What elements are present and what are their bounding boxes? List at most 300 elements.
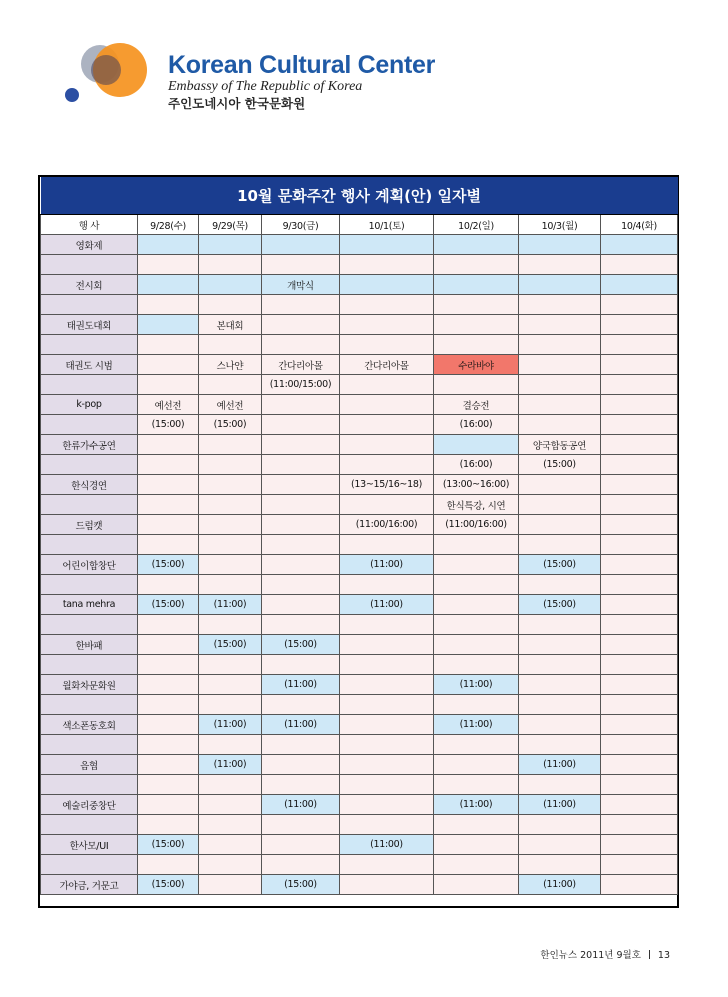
schedule-cell <box>199 875 262 895</box>
table-row <box>41 775 678 795</box>
schedule-cell <box>519 275 601 295</box>
schedule-cell <box>601 615 678 635</box>
schedule-cell <box>601 835 678 855</box>
schedule-cell <box>601 775 678 795</box>
schedule-cell <box>199 615 262 635</box>
schedule-cell <box>199 655 262 675</box>
schedule-cell <box>199 515 262 535</box>
event-name-cell: 한사모/UI <box>41 835 138 855</box>
schedule-cell <box>340 735 434 755</box>
schedule-cell <box>262 535 340 555</box>
schedule-cell: 스나얀 <box>199 355 262 375</box>
schedule-cell <box>519 235 601 255</box>
org-korean-name: 주인도네시아 한국문화원 <box>168 96 306 111</box>
table-row <box>41 755 678 775</box>
org-subtitle: Embassy of The Republic of Korea <box>168 79 363 94</box>
schedule-cell <box>340 855 434 875</box>
schedule-cell <box>519 415 601 435</box>
schedule-cell <box>601 335 678 355</box>
schedule-cell <box>262 475 340 495</box>
schedule-cell <box>340 235 434 255</box>
schedule-cell <box>340 695 434 715</box>
schedule-cell <box>340 275 434 295</box>
schedule-cell <box>199 775 262 795</box>
table-row <box>41 395 678 415</box>
schedule-cell: (11:00/16:00) <box>434 515 519 535</box>
schedule-cell <box>138 635 199 655</box>
schedule-cell <box>262 435 340 455</box>
table-row <box>41 335 678 355</box>
schedule-cell: (11:00/16:00) <box>340 515 434 535</box>
schedule-cell <box>601 455 678 475</box>
schedule-cell <box>601 415 678 435</box>
schedule-cell <box>519 615 601 635</box>
schedule-cell <box>138 235 199 255</box>
schedule-cell <box>138 815 199 835</box>
schedule-cell <box>601 815 678 835</box>
schedule-cell <box>340 655 434 675</box>
schedule-cell <box>199 475 262 495</box>
schedule-cell <box>601 255 678 275</box>
schedule-cell <box>138 315 199 335</box>
schedule-cell: (11:00) <box>340 835 434 855</box>
schedule-cell: (11:00) <box>262 715 340 735</box>
event-name-spacer <box>41 575 138 595</box>
table-row <box>41 795 678 815</box>
schedule-cell <box>262 855 340 875</box>
schedule-cell: (16:00) <box>434 415 519 435</box>
event-name-spacer <box>41 455 138 475</box>
schedule-cell <box>340 815 434 835</box>
schedule-cell <box>138 335 199 355</box>
event-name-cell: 가야금, 거문고 <box>41 875 138 895</box>
event-name-cell: 월화차문화원 <box>41 675 138 695</box>
schedule-cell <box>138 455 199 475</box>
schedule-cell <box>138 515 199 535</box>
table-row <box>41 535 678 555</box>
schedule-cell <box>138 735 199 755</box>
schedule-cell <box>434 275 519 295</box>
schedule-cell <box>340 575 434 595</box>
table-row <box>41 435 678 455</box>
org-name: Korean Cultural Center <box>168 51 436 79</box>
schedule-cell <box>601 635 678 655</box>
schedule-cell: (11:00) <box>340 595 434 615</box>
schedule-cell <box>138 675 199 695</box>
event-name-spacer <box>41 255 138 275</box>
schedule-cell <box>340 415 434 435</box>
event-name-spacer <box>41 775 138 795</box>
table-row <box>41 315 678 335</box>
schedule-cell <box>138 355 199 375</box>
schedule-cell <box>262 835 340 855</box>
schedule-cell <box>601 675 678 695</box>
schedule-cell <box>601 235 678 255</box>
schedule-cell <box>601 535 678 555</box>
schedule-cell <box>262 755 340 775</box>
schedule-cell: (11:00) <box>434 675 519 695</box>
table-row <box>41 815 678 835</box>
schedule-cell: 한식특강, 시연 <box>434 495 519 515</box>
schedule-cell: (15:00) <box>262 875 340 895</box>
schedule-cell <box>199 675 262 695</box>
schedule-cell <box>601 395 678 415</box>
schedule-cell <box>519 515 601 535</box>
schedule-cell: 개막식 <box>262 275 340 295</box>
schedule-cell <box>434 535 519 555</box>
schedule-cell <box>199 335 262 355</box>
schedule-cell <box>262 235 340 255</box>
schedule-cell <box>262 615 340 635</box>
schedule-cell <box>138 275 199 295</box>
schedule-cell: (11:00) <box>434 795 519 815</box>
schedule-cell <box>601 475 678 495</box>
table-row <box>41 655 678 675</box>
schedule-cell <box>340 675 434 695</box>
schedule-cell <box>262 315 340 335</box>
table-row <box>41 675 678 695</box>
schedule-cell: 예선전 <box>138 395 199 415</box>
schedule-cell <box>601 655 678 675</box>
schedule-cell <box>519 255 601 275</box>
schedule-cell <box>519 395 601 415</box>
schedule-cell <box>262 595 340 615</box>
schedule-cell <box>340 535 434 555</box>
schedule-cell <box>519 535 601 555</box>
schedule-cell <box>519 695 601 715</box>
schedule-cell: (11:00) <box>340 555 434 575</box>
schedule-cell <box>519 855 601 875</box>
schedule-cell <box>340 495 434 515</box>
schedule-cell <box>434 695 519 715</box>
table-row <box>41 695 678 715</box>
schedule-cell <box>519 355 601 375</box>
schedule-cell <box>340 635 434 655</box>
table-row <box>41 615 678 635</box>
schedule-cell <box>262 695 340 715</box>
schedule-cell: (15:00) <box>262 635 340 655</box>
schedule-cell <box>199 795 262 815</box>
schedule-cell <box>519 655 601 675</box>
schedule-cell: 결승전 <box>434 395 519 415</box>
table-row <box>41 875 678 895</box>
column-header: 9/30(금) <box>262 215 340 235</box>
schedule-cell <box>601 755 678 775</box>
event-name-spacer <box>41 335 138 355</box>
schedule-cell <box>262 775 340 795</box>
schedule-cell <box>434 435 519 455</box>
schedule-cell: 예선전 <box>199 395 262 415</box>
table-row <box>41 555 678 575</box>
schedule-cell <box>434 655 519 675</box>
schedule-cell <box>519 375 601 395</box>
schedule-cell <box>601 495 678 515</box>
footer-divider <box>649 950 650 959</box>
schedule-cell <box>434 375 519 395</box>
schedule-cell: (13~15/16~18) <box>340 475 434 495</box>
schedule-cell <box>340 755 434 775</box>
schedule-cell <box>601 795 678 815</box>
event-name-cell: 음협 <box>41 755 138 775</box>
schedule-cell <box>601 275 678 295</box>
header-row <box>41 215 678 235</box>
schedule-cell <box>262 555 340 575</box>
schedule-cell <box>199 535 262 555</box>
table-row <box>41 715 678 735</box>
schedule-cell <box>434 775 519 795</box>
schedule-cell <box>434 235 519 255</box>
event-name-cell: 태권도대회 <box>41 315 138 335</box>
schedule-cell <box>519 335 601 355</box>
schedule-cell <box>262 735 340 755</box>
schedule-cell <box>199 235 262 255</box>
schedule-cell <box>519 635 601 655</box>
schedule-cell <box>138 655 199 675</box>
table-row <box>41 275 678 295</box>
schedule-cell: (11:00) <box>199 715 262 735</box>
publication-label: 한인뉴스 2011년 9월호 <box>540 950 641 961</box>
schedule-cell <box>434 615 519 635</box>
schedule-cell <box>262 575 340 595</box>
schedule-cell <box>601 695 678 715</box>
schedule-cell <box>199 815 262 835</box>
schedule-cell <box>340 455 434 475</box>
table-row <box>41 855 678 875</box>
schedule-table-frame <box>38 175 679 908</box>
schedule-cell <box>199 495 262 515</box>
schedule-cell <box>199 695 262 715</box>
event-name-spacer <box>41 815 138 835</box>
event-name-cell: 색소폰동호회 <box>41 715 138 735</box>
event-name-spacer <box>41 735 138 755</box>
schedule-cell <box>199 735 262 755</box>
schedule-cell <box>199 275 262 295</box>
schedule-cell <box>262 495 340 515</box>
schedule-cell <box>340 375 434 395</box>
schedule-cell <box>434 835 519 855</box>
table-row <box>41 595 678 615</box>
schedule-cell <box>199 855 262 875</box>
schedule-cell <box>434 595 519 615</box>
column-header: 10/3(월) <box>519 215 601 235</box>
table-row <box>41 415 678 435</box>
schedule-cell <box>519 835 601 855</box>
schedule-cell: 양국합동공연 <box>519 435 601 455</box>
schedule-cell: (15:00) <box>199 635 262 655</box>
table-title: 10월 문화주간 행사 계획(안) 일자별 <box>41 177 678 215</box>
schedule-cell <box>340 335 434 355</box>
table-row <box>41 575 678 595</box>
event-name-spacer <box>41 615 138 635</box>
table-row <box>41 375 678 395</box>
schedule-cell: (15:00) <box>519 595 601 615</box>
schedule-cell: 간다리아몰 <box>262 355 340 375</box>
schedule-cell <box>601 715 678 735</box>
schedule-cell <box>340 795 434 815</box>
schedule-cell <box>601 375 678 395</box>
schedule-cell <box>340 435 434 455</box>
schedule-cell <box>138 615 199 635</box>
page-number: 13 <box>657 950 670 961</box>
table-row <box>41 835 678 855</box>
schedule-cell <box>199 295 262 315</box>
schedule-cell <box>262 415 340 435</box>
schedule-cell <box>601 515 678 535</box>
schedule-cell <box>199 375 262 395</box>
event-name-spacer <box>41 375 138 395</box>
schedule-cell <box>138 775 199 795</box>
schedule-cell <box>519 775 601 795</box>
event-name-spacer <box>41 695 138 715</box>
schedule-cell <box>601 595 678 615</box>
schedule-cell <box>138 535 199 555</box>
schedule-cell: (11:00) <box>262 795 340 815</box>
column-header: 10/4(화) <box>601 215 678 235</box>
schedule-cell <box>519 735 601 755</box>
schedule-cell <box>138 375 199 395</box>
schedule-cell: (11:00) <box>519 755 601 775</box>
schedule-cell <box>340 775 434 795</box>
schedule-cell <box>519 315 601 335</box>
schedule-cell <box>340 255 434 275</box>
table-row <box>41 635 678 655</box>
schedule-cell <box>262 515 340 535</box>
schedule-cell <box>601 575 678 595</box>
schedule-cell: (16:00) <box>434 455 519 475</box>
schedule-cell: (15:00) <box>138 875 199 895</box>
table-row <box>41 355 678 375</box>
table-row <box>41 235 678 255</box>
schedule-cell: (15:00) <box>138 835 199 855</box>
schedule-cell <box>340 295 434 315</box>
event-name-cell: 전시회 <box>41 275 138 295</box>
event-name-spacer <box>41 655 138 675</box>
schedule-cell <box>601 875 678 895</box>
schedule-cell <box>199 255 262 275</box>
schedule-cell <box>601 295 678 315</box>
schedule-cell <box>199 555 262 575</box>
schedule-cell <box>138 755 199 775</box>
schedule-table <box>40 177 678 895</box>
schedule-cell: (15:00) <box>138 415 199 435</box>
table-row <box>41 475 678 495</box>
schedule-cell: (11:00) <box>519 875 601 895</box>
event-name-cell: 한바패 <box>41 635 138 655</box>
schedule-cell <box>138 855 199 875</box>
brand-block <box>168 52 435 113</box>
schedule-cell <box>340 615 434 635</box>
schedule-cell <box>262 295 340 315</box>
schedule-cell: 간다리아몰 <box>340 355 434 375</box>
schedule-cell <box>340 315 434 335</box>
schedule-cell <box>138 715 199 735</box>
schedule-cell <box>434 295 519 315</box>
table-row <box>41 455 678 475</box>
column-header: 10/1(토) <box>340 215 434 235</box>
schedule-cell <box>138 795 199 815</box>
schedule-cell <box>519 675 601 695</box>
schedule-cell <box>340 715 434 735</box>
schedule-cell <box>434 735 519 755</box>
column-header: 9/29(목) <box>199 215 262 235</box>
table-row <box>41 255 678 275</box>
event-name-cell: 태권도 시범 <box>41 355 138 375</box>
schedule-cell: (15:00) <box>519 555 601 575</box>
schedule-cell <box>199 455 262 475</box>
schedule-cell <box>519 575 601 595</box>
schedule-cell: (11:00/15:00) <box>262 375 340 395</box>
schedule-cell <box>138 495 199 515</box>
event-name-spacer <box>41 415 138 435</box>
schedule-cell <box>434 315 519 335</box>
schedule-cell <box>434 635 519 655</box>
schedule-cell <box>519 495 601 515</box>
schedule-cell <box>199 835 262 855</box>
schedule-cell <box>340 395 434 415</box>
schedule-cell <box>519 815 601 835</box>
schedule-cell <box>434 815 519 835</box>
schedule-cell <box>601 735 678 755</box>
event-name-cell: 예술리중창단 <box>41 795 138 815</box>
event-name-spacer <box>41 295 138 315</box>
event-name-cell: tana mehra <box>41 595 138 615</box>
schedule-cell: (11:00) <box>434 715 519 735</box>
schedule-cell <box>138 435 199 455</box>
column-header: 9/28(수) <box>138 215 199 235</box>
column-header: 10/2(일) <box>434 215 519 235</box>
schedule-cell: (15:00) <box>138 555 199 575</box>
table-row <box>41 515 678 535</box>
schedule-cell: (11:00) <box>199 755 262 775</box>
schedule-cell: (13:00~16:00) <box>434 475 519 495</box>
schedule-cell <box>262 815 340 835</box>
schedule-cell <box>434 875 519 895</box>
schedule-cell <box>434 555 519 575</box>
event-name-spacer <box>41 855 138 875</box>
schedule-cell: (11:00) <box>199 595 262 615</box>
schedule-cell <box>601 315 678 335</box>
schedule-cell <box>601 855 678 875</box>
schedule-cell <box>138 255 199 275</box>
schedule-cell <box>262 455 340 475</box>
schedule-cell <box>519 295 601 315</box>
schedule-cell: (11:00) <box>519 795 601 815</box>
schedule-cell <box>601 555 678 575</box>
event-name-cell: 드럼캣 <box>41 515 138 535</box>
schedule-cell <box>199 435 262 455</box>
schedule-cell <box>262 335 340 355</box>
schedule-cell <box>519 715 601 735</box>
schedule-cell <box>434 335 519 355</box>
schedule-cell <box>434 255 519 275</box>
schedule-cell <box>199 575 262 595</box>
page-footer <box>540 947 670 961</box>
schedule-cell: 수라바야 <box>434 355 519 375</box>
schedule-cell <box>340 875 434 895</box>
event-name-cell: 어린이합창단 <box>41 555 138 575</box>
schedule-cell <box>434 755 519 775</box>
event-name-spacer <box>41 535 138 555</box>
schedule-cell <box>262 655 340 675</box>
schedule-cell <box>434 855 519 875</box>
schedule-cell <box>138 575 199 595</box>
schedule-cell: (15:00) <box>199 415 262 435</box>
event-name-cell: 영화제 <box>41 235 138 255</box>
schedule-cell <box>138 695 199 715</box>
column-header: 행 사 <box>41 215 138 235</box>
table-row <box>41 735 678 755</box>
kcc-logo-icon <box>62 40 162 112</box>
